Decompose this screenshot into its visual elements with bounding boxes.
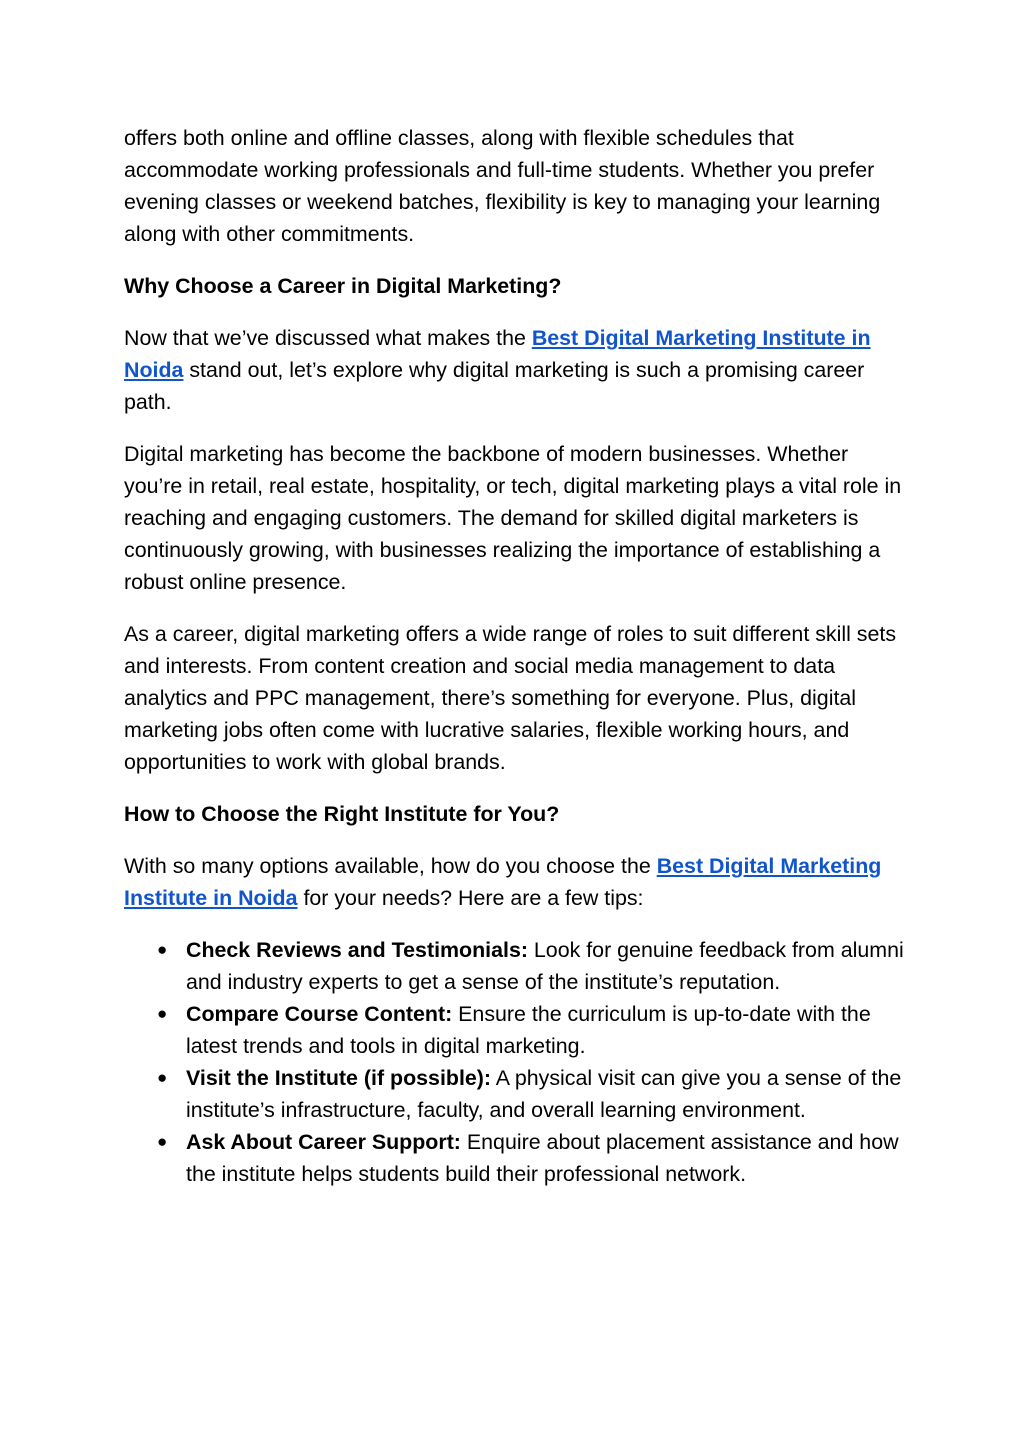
list-item — [124, 1062, 904, 1126]
institute-link-1[interactable]: Best Digital Marketing Institute in Noida — [124, 326, 871, 382]
document-page — [124, 122, 904, 1190]
list-item — [124, 1126, 904, 1190]
career-p1-text-after: stand out, let’s explore why digital marketing is such a promising career path. — [124, 358, 865, 414]
tip-title: Compare Course Content: — [186, 1002, 453, 1026]
tip-text: A physical visit can give you a sense of the institute’s infrastructure, faculty, and overall learning environment. — [186, 1066, 902, 1122]
tip-text: Enquire about placement assistance and how the institute helps students build their professional network. — [186, 1130, 899, 1186]
section-heading-career: Why Choose a Career in Digital Marketing? — [124, 274, 562, 298]
list-item — [124, 998, 904, 1062]
tip-title: Visit the Institute (if possible): — [186, 1066, 492, 1090]
choose-p1-text-before: With so many options available, how do you choose the — [124, 854, 657, 878]
tip-title: Check Reviews and Testimonials: — [186, 938, 528, 962]
tip-title: Ask About Career Support: — [186, 1130, 461, 1154]
bullet-icon: ● — [157, 1004, 168, 1023]
institute-link-2[interactable]: Best Digital Marketing Institute in Noida — [124, 854, 882, 910]
choose-p1-text-after: for your needs? Here are a few tips: — [297, 886, 644, 910]
career-paragraph-3: As a career, digital marketing offers a wide range of roles to suit different skill sets and interests. From content creation and social media management to data analytics and PPC management, there’s something for everyone. Plus, digital marketing jobs often come with lucrative salaries, flexible working hours, and opportunities to work with global brands. — [124, 622, 897, 774]
bullet-icon: ● — [157, 940, 168, 959]
tip-text: Look for genuine feedback from alumni and industry experts to get a sense of the institute’s reputation. — [186, 938, 904, 994]
section-heading-choose-institute: How to Choose the Right Institute for You? — [124, 802, 560, 826]
career-paragraph-1 — [124, 322, 904, 418]
career-p1-text-before: Now that we’ve discussed what makes the — [124, 326, 532, 350]
choose-paragraph-1 — [124, 850, 904, 914]
bullet-icon: ● — [157, 1068, 168, 1087]
list-item — [124, 934, 904, 998]
intro-paragraph: offers both online and offline classes, along with flexible schedules that accommodate working professionals and full-time students. Whether you prefer evening classes or weekend batches, flexibility is key to managing your learning along with other commitments. — [124, 126, 881, 246]
bullet-icon: ● — [157, 1132, 168, 1151]
career-paragraph-2: Digital marketing has become the backbone of modern businesses. Whether you’re in retail, real estate, hospitality, or tech, digital marketing plays a vital role in reaching and engaging customers. The demand for skilled digital marketers is continuously growing, with businesses realizing the importance of establishing a robust online presence. — [124, 442, 902, 594]
tip-text: Ensure the curriculum is up-to-date with the latest trends and tools in digital marketing. — [186, 1002, 871, 1058]
tips-list — [124, 934, 904, 1190]
